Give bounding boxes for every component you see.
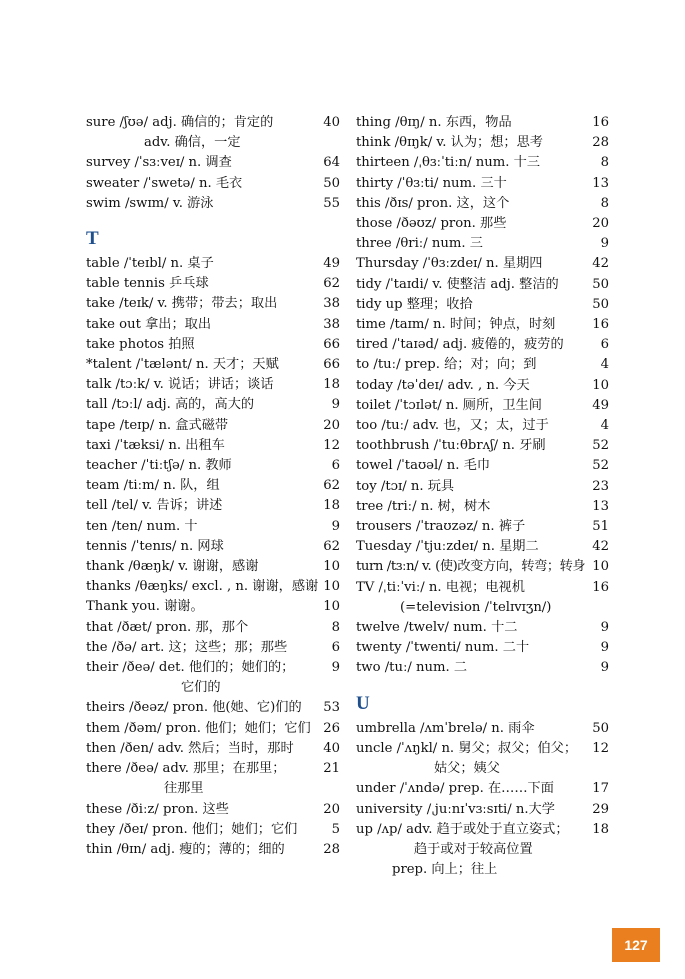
page-ref: 49 bbox=[323, 256, 340, 272]
page-ref: 28 bbox=[592, 135, 609, 151]
entry-text: tennis /ˈtenɪs/ n. 网球 bbox=[86, 538, 224, 554]
entry-continuation: (=television /ˈtelɪvɪʒn/) bbox=[400, 599, 552, 615]
entry-this bbox=[356, 194, 609, 214]
page-ref: 23 bbox=[592, 478, 609, 494]
entry-these bbox=[86, 800, 340, 820]
entry-text: these /ðiːz/ pron. 这些 bbox=[86, 801, 229, 817]
entry-text: think /θɪŋk/ v. 认为；想；思考 bbox=[356, 135, 543, 151]
entry-toilet bbox=[356, 396, 609, 416]
entry-toy bbox=[356, 477, 609, 497]
entry-text: them /ðəm/ pron. 他们；她们；它们 bbox=[86, 720, 311, 736]
entry-text: tidy /ˈtaɪdi/ v. 使整洁 adj. 整洁的 bbox=[356, 276, 559, 292]
entry-text: thirteen /ˌθɜːˈtiːn/ num. 十三 bbox=[356, 155, 541, 171]
entry-text: twelve /twelv/ num. 十二 bbox=[356, 620, 518, 636]
entry-text: sure /ʃʊə/ adj. 确信的；肯定的 bbox=[86, 115, 274, 130]
page-ref: 38 bbox=[323, 316, 340, 332]
entry-text: taxi /ˈtæksi/ n. 出租车 bbox=[86, 437, 225, 453]
page-ref: 66 bbox=[323, 336, 340, 352]
page-ref: 9 bbox=[600, 236, 609, 252]
page-ref: 62 bbox=[323, 478, 340, 494]
entry-turn bbox=[356, 557, 609, 577]
entry-text: their /ðeə/ det. 他们的；她们的； bbox=[86, 660, 295, 676]
entry-text: tree /triː/ n. 树，树木 bbox=[356, 498, 491, 514]
entry-text: university /ˌjuːnɪˈvɜːsɪti/ n.大学 bbox=[356, 801, 555, 817]
page-ref: 53 bbox=[323, 700, 340, 716]
entry-think bbox=[356, 133, 609, 153]
entry-theirs bbox=[86, 698, 340, 718]
entry-trousers bbox=[356, 517, 609, 537]
entry-text: team /tiːm/ n. 队，组 bbox=[86, 478, 220, 494]
entry-thank bbox=[86, 557, 340, 577]
entry-time bbox=[356, 315, 609, 335]
entry-continuation: 它们的 bbox=[181, 680, 221, 696]
page-ref: 16 bbox=[592, 115, 609, 130]
entry-text: tired /ˈtaɪəd/ adj. 疲倦的，疲劳的 bbox=[356, 337, 564, 353]
page-ref: 9 bbox=[600, 640, 609, 656]
entry-uncle bbox=[356, 739, 609, 779]
page-number: 127 bbox=[612, 928, 660, 962]
entry-taxi bbox=[86, 436, 340, 456]
entry-continuation: 趋于或对于较高位置 bbox=[414, 841, 533, 857]
page-ref: 42 bbox=[592, 256, 609, 272]
entry-thirty bbox=[356, 174, 609, 194]
page-ref: 9 bbox=[600, 620, 609, 636]
entry-text: thanks /θæŋks/ excl. , n. 谢谢，感谢 bbox=[86, 579, 319, 595]
page-ref: 9 bbox=[331, 518, 340, 534]
page-ref: 28 bbox=[323, 841, 340, 857]
entry-text: tell /tel/ v. 告诉；讲述 bbox=[86, 498, 223, 514]
entry-text: thing /θɪŋ/ n. 东西，物品 bbox=[356, 115, 512, 130]
page-ref: 18 bbox=[592, 821, 609, 837]
entry-their bbox=[86, 658, 340, 698]
page-ref: 8 bbox=[331, 619, 340, 635]
entry-text: turn /tɜːn/ v. (使)改变方向，转弯；转身 bbox=[356, 559, 586, 575]
entry-thank-you bbox=[86, 597, 340, 617]
page-ref: 16 bbox=[592, 579, 609, 595]
page-ref: 9 bbox=[600, 660, 609, 676]
page-ref: 66 bbox=[323, 357, 340, 373]
entry-thanks bbox=[86, 577, 340, 597]
entry-two bbox=[356, 658, 609, 678]
entry-up bbox=[356, 820, 609, 881]
page-ref: 16 bbox=[592, 317, 609, 333]
section-heading-t: T bbox=[86, 228, 99, 250]
page-ref: 40 bbox=[323, 740, 340, 756]
left-column bbox=[86, 113, 340, 860]
entry-those bbox=[356, 214, 609, 234]
entry-text: tape /teɪp/ n. 盒式磁带 bbox=[86, 417, 229, 433]
right-column bbox=[356, 113, 609, 880]
entry-text: swim /swɪm/ v. 游泳 bbox=[86, 195, 214, 211]
entry-text: talk /tɔːk/ v. 说话；讲话；谈话 bbox=[86, 377, 274, 393]
page-ref: 50 bbox=[592, 720, 609, 736]
page-ref: 18 bbox=[323, 377, 340, 393]
entry-to bbox=[356, 355, 609, 375]
entry-ten bbox=[86, 517, 340, 537]
entry-take bbox=[86, 294, 340, 314]
entry-tidy-up bbox=[356, 295, 609, 315]
entry-text: uncle /ˈʌŋkl/ n. 舅父；叔父；伯父； bbox=[356, 740, 578, 756]
entry-then bbox=[86, 739, 340, 759]
entry-text: they /ðeɪ/ pron. 他们；她们；它们 bbox=[86, 821, 298, 837]
entry-tuesday bbox=[356, 537, 609, 557]
entry-text: trousers /ˈtraʊzəz/ n. 裤子 bbox=[356, 519, 526, 535]
entry-text: the /ðə/ art. 这；这些；那；那些 bbox=[86, 639, 288, 655]
entry-continuation: 往那里 bbox=[164, 781, 204, 797]
entry-text: TV /ˌtiːˈviː/ n. 电视；电视机 bbox=[356, 579, 525, 595]
page-ref: 10 bbox=[323, 579, 340, 595]
entry-tv bbox=[356, 578, 609, 618]
entry-the bbox=[86, 638, 340, 658]
page-ref: 62 bbox=[323, 276, 340, 292]
entry-text: two /tuː/ num. 二 bbox=[356, 660, 468, 676]
page-ref: 10 bbox=[323, 559, 340, 575]
page-ref: 17 bbox=[592, 781, 609, 797]
entry-continuation: prep. 向上；往上 bbox=[392, 862, 498, 878]
page-ref: 18 bbox=[323, 498, 340, 514]
entry-table bbox=[86, 254, 340, 274]
entry-table-tennis bbox=[86, 274, 340, 294]
entry-text: Tuesday /ˈtjuːzdeɪ/ n. 星期二 bbox=[356, 539, 539, 555]
page-ref: 55 bbox=[323, 195, 340, 211]
entry-teacher bbox=[86, 456, 340, 476]
page-ref: 50 bbox=[592, 276, 609, 292]
entry-text: Thursday /ˈθɜːzdeɪ/ n. 星期四 bbox=[356, 256, 543, 272]
entry-text: that /ðæt/ pron. 那，那个 bbox=[86, 619, 249, 635]
page-ref: 21 bbox=[323, 761, 340, 777]
entry-twenty bbox=[356, 638, 609, 658]
page-ref: 6 bbox=[600, 337, 609, 353]
entry-text: today /təˈdeɪ/ adv. , n. 今天 bbox=[356, 377, 530, 393]
entry-tree bbox=[356, 497, 609, 517]
entry-text: take photos 拍照 bbox=[86, 336, 195, 352]
entry-text: table /ˈteɪbl/ n. 桌子 bbox=[86, 256, 214, 272]
entry-text: towel /ˈtaʊəl/ n. 毛巾 bbox=[356, 458, 491, 474]
entry-tidy bbox=[356, 275, 609, 295]
entry-text: teacher /ˈtiːtʃə/ n. 教师 bbox=[86, 458, 232, 474]
entry-tired bbox=[356, 335, 609, 355]
page-ref: 9 bbox=[331, 660, 340, 676]
entry-continuation: 姑父；姨父 bbox=[434, 761, 500, 777]
page-ref: 13 bbox=[592, 175, 609, 191]
entry-tall bbox=[86, 395, 340, 415]
page-ref: 20 bbox=[592, 216, 609, 232]
page-ref: 29 bbox=[592, 801, 609, 817]
entry-text: umbrella /ʌmˈbrelə/ n. 雨伞 bbox=[356, 720, 535, 736]
page-ref: 38 bbox=[323, 296, 340, 312]
entry-text: toy /tɔɪ/ n. 玩具 bbox=[356, 478, 455, 494]
page-ref: 49 bbox=[592, 397, 609, 413]
entry-today bbox=[356, 376, 609, 396]
entry-talk bbox=[86, 375, 340, 395]
entry-text: there /ðeə/ adv. 那里；在那里； bbox=[86, 761, 286, 777]
entry-text: under /ˈʌndə/ prep. 在……下面 bbox=[356, 781, 554, 797]
entry-text: tidy up 整理；收拾 bbox=[356, 296, 473, 312]
entry-text: thin /θɪn/ adj. 瘦的；薄的；细的 bbox=[86, 841, 285, 857]
entry-continuation: adv. 确信，一定 bbox=[144, 135, 241, 151]
entry-towel bbox=[356, 456, 609, 476]
page-ref: 42 bbox=[592, 539, 609, 555]
entry-text: toilet /ˈtɔɪlət/ n. 厕所，卫生间 bbox=[356, 397, 542, 413]
entry-text: thank /θæŋk/ v. 谢谢，感谢 bbox=[86, 559, 259, 575]
entry-text: sweater /ˈswetə/ n. 毛衣 bbox=[86, 175, 243, 191]
entry-tape bbox=[86, 416, 340, 436]
entry-university bbox=[356, 800, 609, 820]
entry-sweater bbox=[86, 174, 340, 194]
entry-text: take out 拿出；取出 bbox=[86, 316, 212, 332]
entry-toothbrush bbox=[356, 436, 609, 456]
page-ref: 20 bbox=[323, 801, 340, 817]
page-ref: 12 bbox=[323, 437, 340, 453]
page-ref: 50 bbox=[323, 175, 340, 191]
entry-text: *talent /ˈtælənt/ n. 天才；天赋 bbox=[86, 357, 279, 373]
entry-talent bbox=[86, 355, 340, 375]
entry-text: too /tuː/ adv. 也，又；太，过于 bbox=[356, 418, 549, 434]
entry-thursday bbox=[356, 254, 609, 274]
page-ref: 6 bbox=[331, 458, 340, 474]
entry-they bbox=[86, 820, 340, 840]
entry-take-out bbox=[86, 315, 340, 335]
page-ref: 62 bbox=[323, 538, 340, 554]
entry-text: then /ðen/ adv. 然后；当时，那时 bbox=[86, 740, 294, 756]
entry-text: table tennis 乒乓球 bbox=[86, 276, 209, 292]
entry-text: theirs /ðeəz/ pron. 他(她、它)们的 bbox=[86, 700, 302, 716]
entry-text: three /θriː/ num. 三 bbox=[356, 236, 483, 252]
page-ref: 40 bbox=[323, 115, 340, 130]
page-ref: 6 bbox=[331, 639, 340, 655]
entry-text: thirty /ˈθɜːti/ num. 三十 bbox=[356, 175, 507, 191]
entry-text: twenty /ˈtwenti/ num. 二十 bbox=[356, 640, 530, 656]
page-ref: 20 bbox=[323, 417, 340, 433]
page-ref: 9 bbox=[331, 397, 340, 413]
entry-that bbox=[86, 618, 340, 638]
page-ref: 52 bbox=[592, 438, 609, 454]
page-ref: 4 bbox=[600, 418, 609, 434]
page-ref: 50 bbox=[592, 296, 609, 312]
page-ref: 64 bbox=[323, 155, 340, 171]
page-ref: 26 bbox=[323, 720, 340, 736]
page-ref: 4 bbox=[600, 357, 609, 373]
entry-team bbox=[86, 476, 340, 496]
page-ref: 10 bbox=[592, 377, 609, 393]
entry-too bbox=[356, 416, 609, 436]
entry-text: those /ðəʊz/ pron. 那些 bbox=[356, 216, 507, 232]
entry-text: ten /ten/ num. 十 bbox=[86, 518, 198, 534]
entry-text: this /ðɪs/ pron. 这，这个 bbox=[356, 195, 510, 211]
entry-text: time /taɪm/ n. 时间；钟点，时刻 bbox=[356, 317, 556, 333]
entry-text: to /tuː/ prep. 给；对；向；到 bbox=[356, 357, 537, 373]
entry-text: Thank you. 谢谢。 bbox=[86, 599, 204, 615]
entry-survey bbox=[86, 153, 340, 173]
entry-sure bbox=[86, 113, 340, 153]
entry-tennis bbox=[86, 537, 340, 557]
entry-swim bbox=[86, 194, 340, 214]
page-ref: 12 bbox=[592, 740, 609, 756]
entry-under bbox=[356, 779, 609, 799]
entry-thin bbox=[86, 840, 340, 860]
entry-there bbox=[86, 759, 340, 799]
page-ref: 8 bbox=[600, 155, 609, 171]
entry-thirteen bbox=[356, 153, 609, 173]
entry-thing bbox=[356, 113, 609, 133]
entry-take-photos bbox=[86, 335, 340, 355]
entry-text: up /ʌp/ adv. 趋于或处于直立姿式； bbox=[356, 821, 569, 837]
entry-them bbox=[86, 719, 340, 739]
entry-tell bbox=[86, 496, 340, 516]
entry-three bbox=[356, 234, 609, 254]
page-ref: 10 bbox=[592, 559, 609, 575]
page-ref: 13 bbox=[592, 498, 609, 514]
entry-text: tall /tɔːl/ adj. 高的，高大的 bbox=[86, 397, 255, 413]
page-ref: 5 bbox=[331, 821, 340, 837]
entry-umbrella bbox=[356, 719, 609, 739]
page-ref: 51 bbox=[592, 519, 609, 535]
page-ref: 8 bbox=[600, 195, 609, 211]
entry-text: take /teɪk/ v. 携带；带去；取出 bbox=[86, 296, 278, 312]
page-ref: 10 bbox=[323, 599, 340, 615]
entry-twelve bbox=[356, 618, 609, 638]
entry-text: toothbrush /ˈtuːθbrʌʃ/ n. 牙刷 bbox=[356, 438, 546, 454]
page-ref: 52 bbox=[592, 458, 609, 474]
entry-text: survey /ˈsɜːveɪ/ n. 调查 bbox=[86, 155, 232, 171]
section-heading-u: U bbox=[356, 692, 370, 714]
